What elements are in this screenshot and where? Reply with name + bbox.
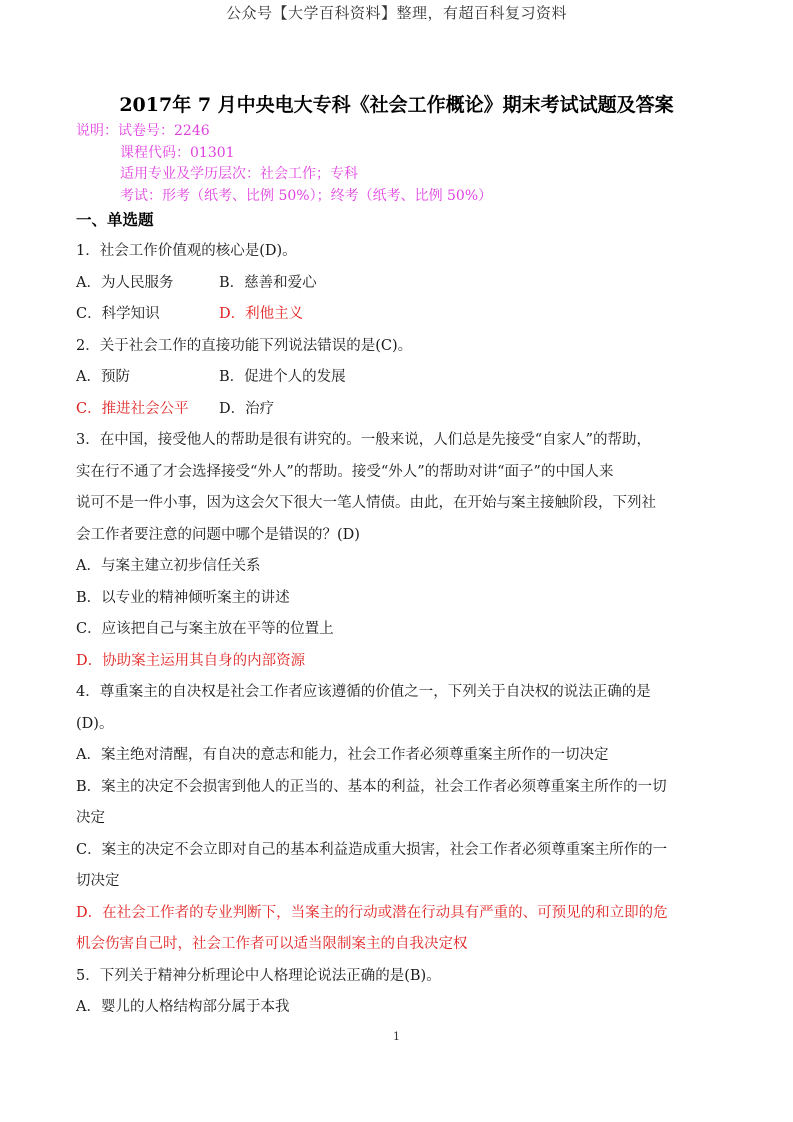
option-c: C．应该把自己与案主放在平等的位置上: [76, 621, 334, 637]
question-stem-line: 4．尊重案主的自决权是社会工作者应该遵循的价值之一，下列关于自决权的说法正确的是: [76, 684, 651, 700]
option-row: [76, 394, 726, 426]
question-list: [76, 236, 726, 1024]
option-b: B．以专业的精神倾听案主的讲述: [76, 589, 290, 606]
exam-meta: [76, 121, 492, 207]
page-title: 2017年 7 月中央电大专科《社会工作概论》期末考试试题及答案: [119, 94, 674, 116]
meta-course-code: 课程代码：01301: [120, 144, 235, 161]
option-a: A．婴儿的人格结构部分属于本我: [76, 999, 290, 1015]
page-number: 1: [393, 1030, 400, 1043]
option-a: A．为人民服务: [76, 274, 174, 291]
option-c-line: 切决定: [76, 873, 120, 889]
option-b-line: B．案主的决定不会损害到他人的正当的、基本的利益，社会工作者必须尊重案主所作的一切: [76, 778, 667, 795]
option-d-answer-line: D．在社会工作者的专业判断下，当案主的行动或潜在行动具有严重的、可预见的和立即的危: [76, 904, 668, 921]
question-stem-line: 会工作者要注意的问题中哪个是错误的？(D): [76, 526, 360, 543]
option-a: A．预防: [76, 369, 130, 385]
option-a: A．与案主建立初步信任关系: [76, 558, 261, 574]
question-stem-line: 实在行不通了才会选择接受“外人”的帮助。接受“外人”的帮助对讲“面子”的中国人来: [76, 463, 614, 480]
header-note: 公众号【大学百科资料】整理，有超百科复习资料: [225, 4, 567, 22]
option-c: C．科学知识: [76, 306, 160, 322]
meta-major: 适用专业及学历层次：社会工作；专科: [120, 166, 358, 182]
option-row: [76, 362, 726, 394]
option-d-answer: D．利他主义: [219, 306, 304, 322]
option-b: B．促进个人的发展: [219, 369, 346, 385]
option-b-line: 决定: [76, 810, 105, 826]
option-d-answer-line: 机会伤害自己时，社会工作者可以适当限制案主的自我决定权: [76, 936, 468, 952]
option-row: [76, 299, 726, 331]
option-b: B．慈善和爱心: [219, 274, 317, 291]
option-c-answer: C．推进社会公平: [76, 400, 189, 417]
question-stem: 1．社会工作价值观的核心是(D)。: [76, 243, 297, 259]
section-title: 一、单选题: [76, 210, 154, 229]
question-stem-line: 3．在中国，接受他人的帮助是很有讲究的。一般来说，人们总是先接受“自家人”的帮助，: [76, 432, 652, 448]
meta-label: 说明：: [76, 123, 118, 139]
option-row: [76, 268, 726, 300]
question-stem: 5．下列关于精神分析理论中人格理论说法正确的是(B)。: [76, 967, 441, 984]
question-stem-line: 说可不是一件小事，因为这会欠下很大一笔人情债。由此，在开始与案主接触阶段，下列社: [76, 495, 656, 511]
question-stem: 2．关于社会工作的直接功能下列说法错误的是(C)。: [76, 337, 413, 354]
option-c-line: C．案主的决定不会立即对自己的基本利益造成重大损害，社会工作者必须尊重案主所作的一: [76, 841, 668, 858]
option-d-answer: D．协助案主运用其自身的内部资源: [76, 652, 306, 669]
meta-exam: 考试：形考（纸考、比例 50%）；终考（纸考、比例 50%）: [120, 187, 493, 204]
meta-paper-no: 试卷号：2246: [118, 123, 210, 139]
option-a: A．案主绝对清醒，有自决的意志和能力，社会工作者必须尊重案主所作的一切决定: [76, 747, 609, 763]
option-d: D．治疗: [219, 400, 275, 417]
question-stem-line: (D)。: [76, 715, 114, 732]
